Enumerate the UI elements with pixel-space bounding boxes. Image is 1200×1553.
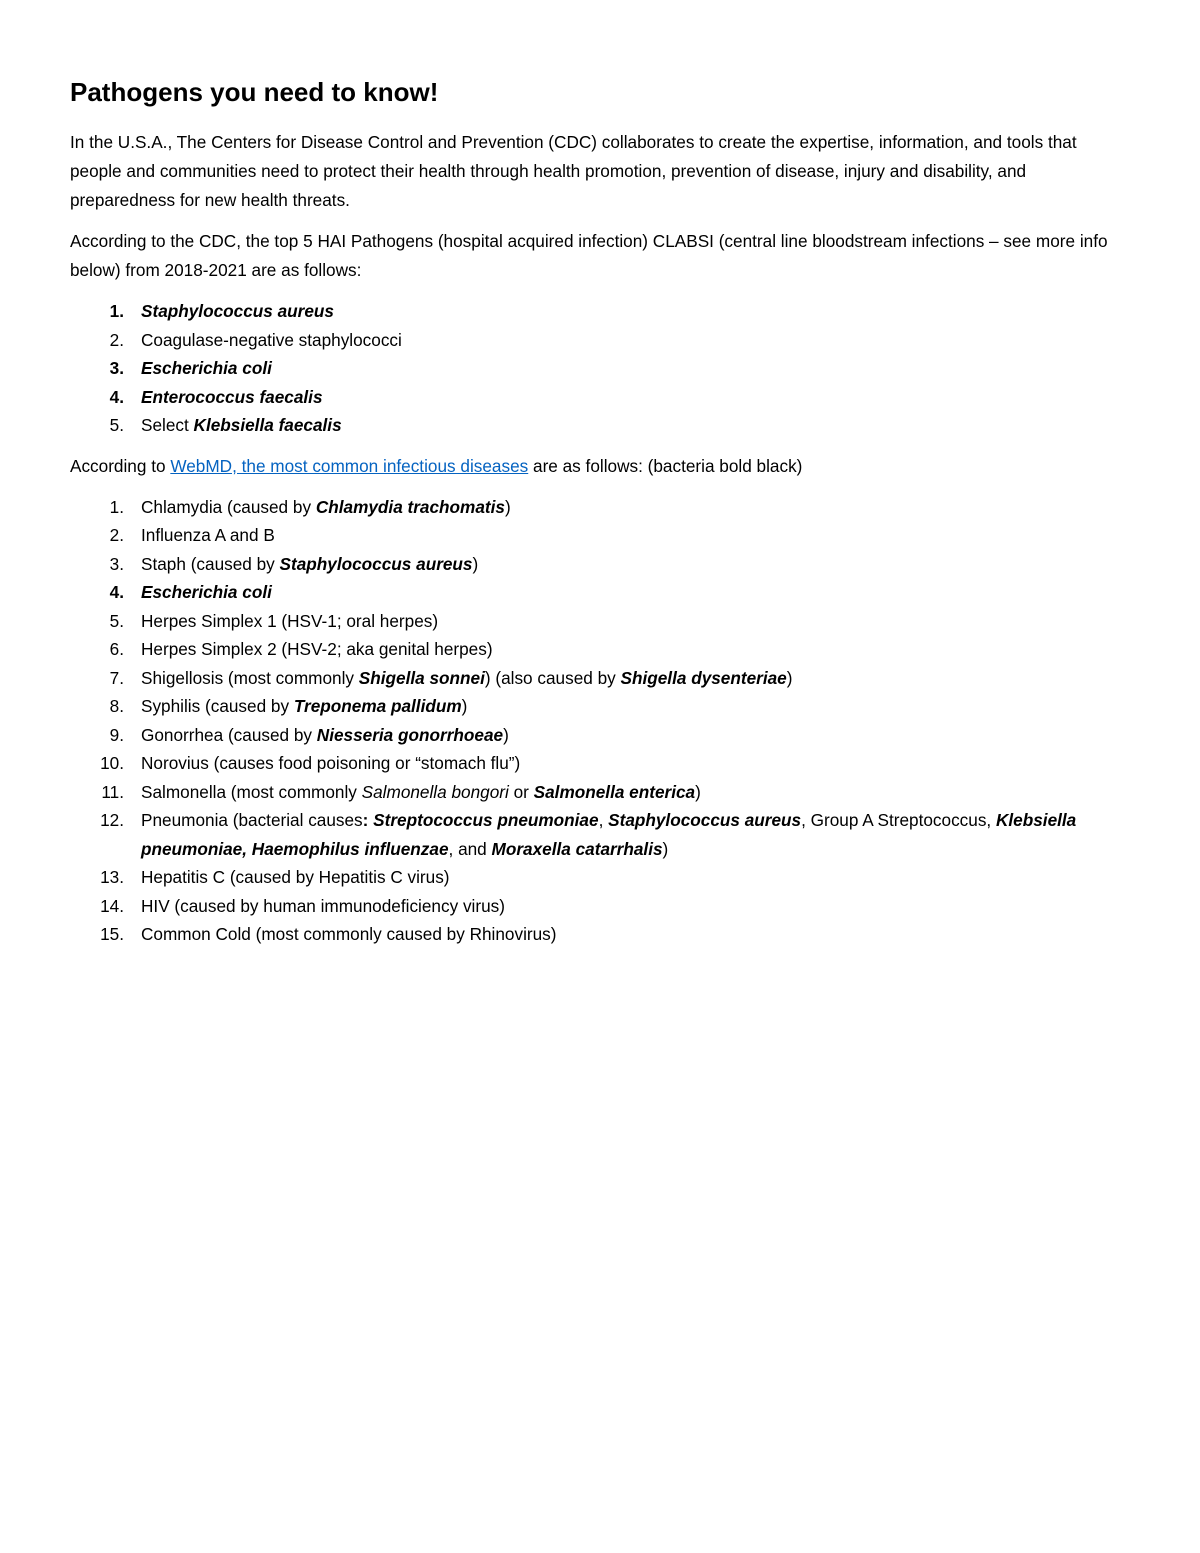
list-item-text: ) [695, 781, 701, 802]
list-item [70, 778, 1130, 807]
list-item-number: 10. [100, 753, 124, 773]
list-item-number: 13. [100, 867, 124, 887]
list-item-text: Norovius (causes food poisoning or “stomach flu”) [141, 753, 521, 773]
list-item-text: Salmonella bongori [361, 781, 509, 802]
list-item-text: Staphylococcus aureus [279, 553, 473, 574]
cdc-paragraph: According to the CDC, the top 5 HAI Pathogens (hospital acquired infection) CLABSI (central line bloodstream infections – see more info below) from 2018-2021 are as follows: [70, 231, 1108, 280]
list-item-text: ) [662, 838, 669, 859]
list-item-number: 4. [109, 386, 124, 407]
list-item-number: 1. [109, 496, 124, 517]
list-item-text: , Group A Streptococcus, [801, 810, 996, 830]
list-item-text: Gonorrhea (caused by [141, 724, 317, 745]
list-item-text: Staphylococcus aureus [608, 810, 802, 830]
list-item [70, 863, 1130, 892]
list-item-number: 14. [100, 895, 124, 916]
list-item [70, 664, 1130, 693]
list-item-text: Moraxella catarrhalis [491, 838, 663, 859]
list-item [70, 692, 1130, 721]
list-item-number: 7. [109, 667, 124, 688]
list-item [70, 578, 1130, 607]
list-item [70, 607, 1130, 636]
list-item-text: Shigellosis (most commonly [141, 667, 359, 688]
list-item-text: ) (also caused by [484, 667, 621, 688]
list-item-text: Herpes Simplex 1 (HSV-1; oral herpes) [141, 610, 439, 631]
list-item-text: Hepatitis C (caused by Hepatitis C virus) [141, 867, 450, 887]
list-item-text: HIV (caused by human immunodeficiency virus) [141, 895, 505, 916]
intro-paragraph: In the U.S.A., The Centers for Disease Control and Prevention (CDC) collaborates to create the expertise, information, and tools that people and communities need to protect their health through health promotion, prevention of disease, injury and disability, and preparedness for new health threats. [70, 132, 1077, 210]
list-item-text: Coagulase-negative staphylococci [141, 329, 402, 350]
cdc-pathogen-list [70, 297, 1130, 440]
list-item-number: 5. [109, 610, 124, 631]
list-item-text: Escherichia coli [141, 582, 272, 602]
document-page [70, 72, 1130, 961]
list-item-text: Herpes Simplex 2 (HSV-2; aka genital herpes) [141, 639, 493, 659]
list-item-text: or [508, 781, 534, 802]
list-item-text: ) [472, 553, 479, 574]
list-item [70, 411, 1130, 440]
list-item-text: : [362, 810, 374, 830]
list-item-text: Escherichia coli [141, 358, 272, 378]
list-item-number: 2. [109, 525, 124, 545]
webmd-text-before: According to [70, 455, 171, 476]
list-item [70, 892, 1130, 921]
list-item-number: 2. [109, 329, 124, 350]
list-item-text: Klebsiella pneumoniae, Haemophilus influenzae [141, 810, 1077, 859]
list-item-text: Staphylococcus aureus [141, 301, 334, 321]
list-item-text: Common Cold (most commonly caused by Rhinovirus) [141, 924, 557, 944]
list-item-text: Salmonella enterica [533, 781, 696, 802]
webmd-text-after: are as follows: (bacteria bold black) [528, 455, 803, 476]
list-item-text: Streptococcus pneumoniae [373, 810, 599, 830]
list-item-number: 11. [101, 781, 124, 802]
list-item [70, 920, 1130, 949]
list-item-text: Staph (caused by [141, 553, 280, 574]
list-item [70, 326, 1130, 355]
list-item-text: Shigella dysenteriae [620, 667, 787, 688]
list-item [70, 521, 1130, 550]
list-item [70, 493, 1130, 522]
list-item-text: Treponema pallidum [293, 696, 462, 716]
list-item-number: 4. [109, 582, 124, 602]
list-item-number: 1. [109, 301, 124, 321]
list-item-number: 9. [109, 724, 124, 745]
list-item-text: Pneumonia (bacterial causes [141, 810, 363, 830]
list-item-number: 12. [100, 810, 124, 830]
list-item-number: 15. [100, 924, 124, 944]
list-item-text: Shigella sonnei [358, 667, 485, 688]
list-item-text: Syphilis (caused by [141, 696, 294, 716]
list-item [70, 550, 1130, 579]
list-item-number: 5. [109, 415, 124, 435]
list-item [70, 354, 1130, 383]
list-item-text: Niesseria gonorrhoeae [316, 724, 504, 745]
list-item-number: 3. [109, 553, 124, 574]
list-item-text: Select [141, 415, 194, 435]
list-item-text: Chlamydia (caused by [141, 496, 316, 517]
list-item-text: ) [786, 667, 793, 688]
list-item-text: Enterococcus faecalis [141, 386, 323, 407]
webmd-disease-list [70, 493, 1130, 949]
list-item-text: ) [504, 496, 511, 517]
list-item [70, 806, 1130, 863]
list-item-text: Salmonella (most commonly [141, 781, 362, 802]
list-item-text: ) [503, 724, 509, 745]
list-item-number: 3. [109, 358, 124, 378]
list-item [70, 383, 1130, 412]
list-item-number: 8. [109, 696, 124, 716]
list-item-text: ) [461, 696, 468, 716]
webmd-paragraph [70, 452, 1130, 481]
list-item [70, 635, 1130, 664]
list-item-text: , [598, 810, 609, 830]
list-item [70, 749, 1130, 778]
list-item-text: Influenza A and B [141, 525, 275, 545]
list-item-text: Klebsiella faecalis [193, 415, 342, 435]
list-item-text: , and [448, 838, 492, 859]
list-item [70, 297, 1130, 326]
page-title: Pathogens you need to know! [70, 77, 439, 107]
webmd-link[interactable]: WebMD, the most common infectious diseases [170, 455, 529, 476]
list-item-number: 6. [109, 639, 124, 659]
list-item [70, 721, 1130, 750]
list-item-text: Chlamydia trachomatis [315, 496, 505, 517]
